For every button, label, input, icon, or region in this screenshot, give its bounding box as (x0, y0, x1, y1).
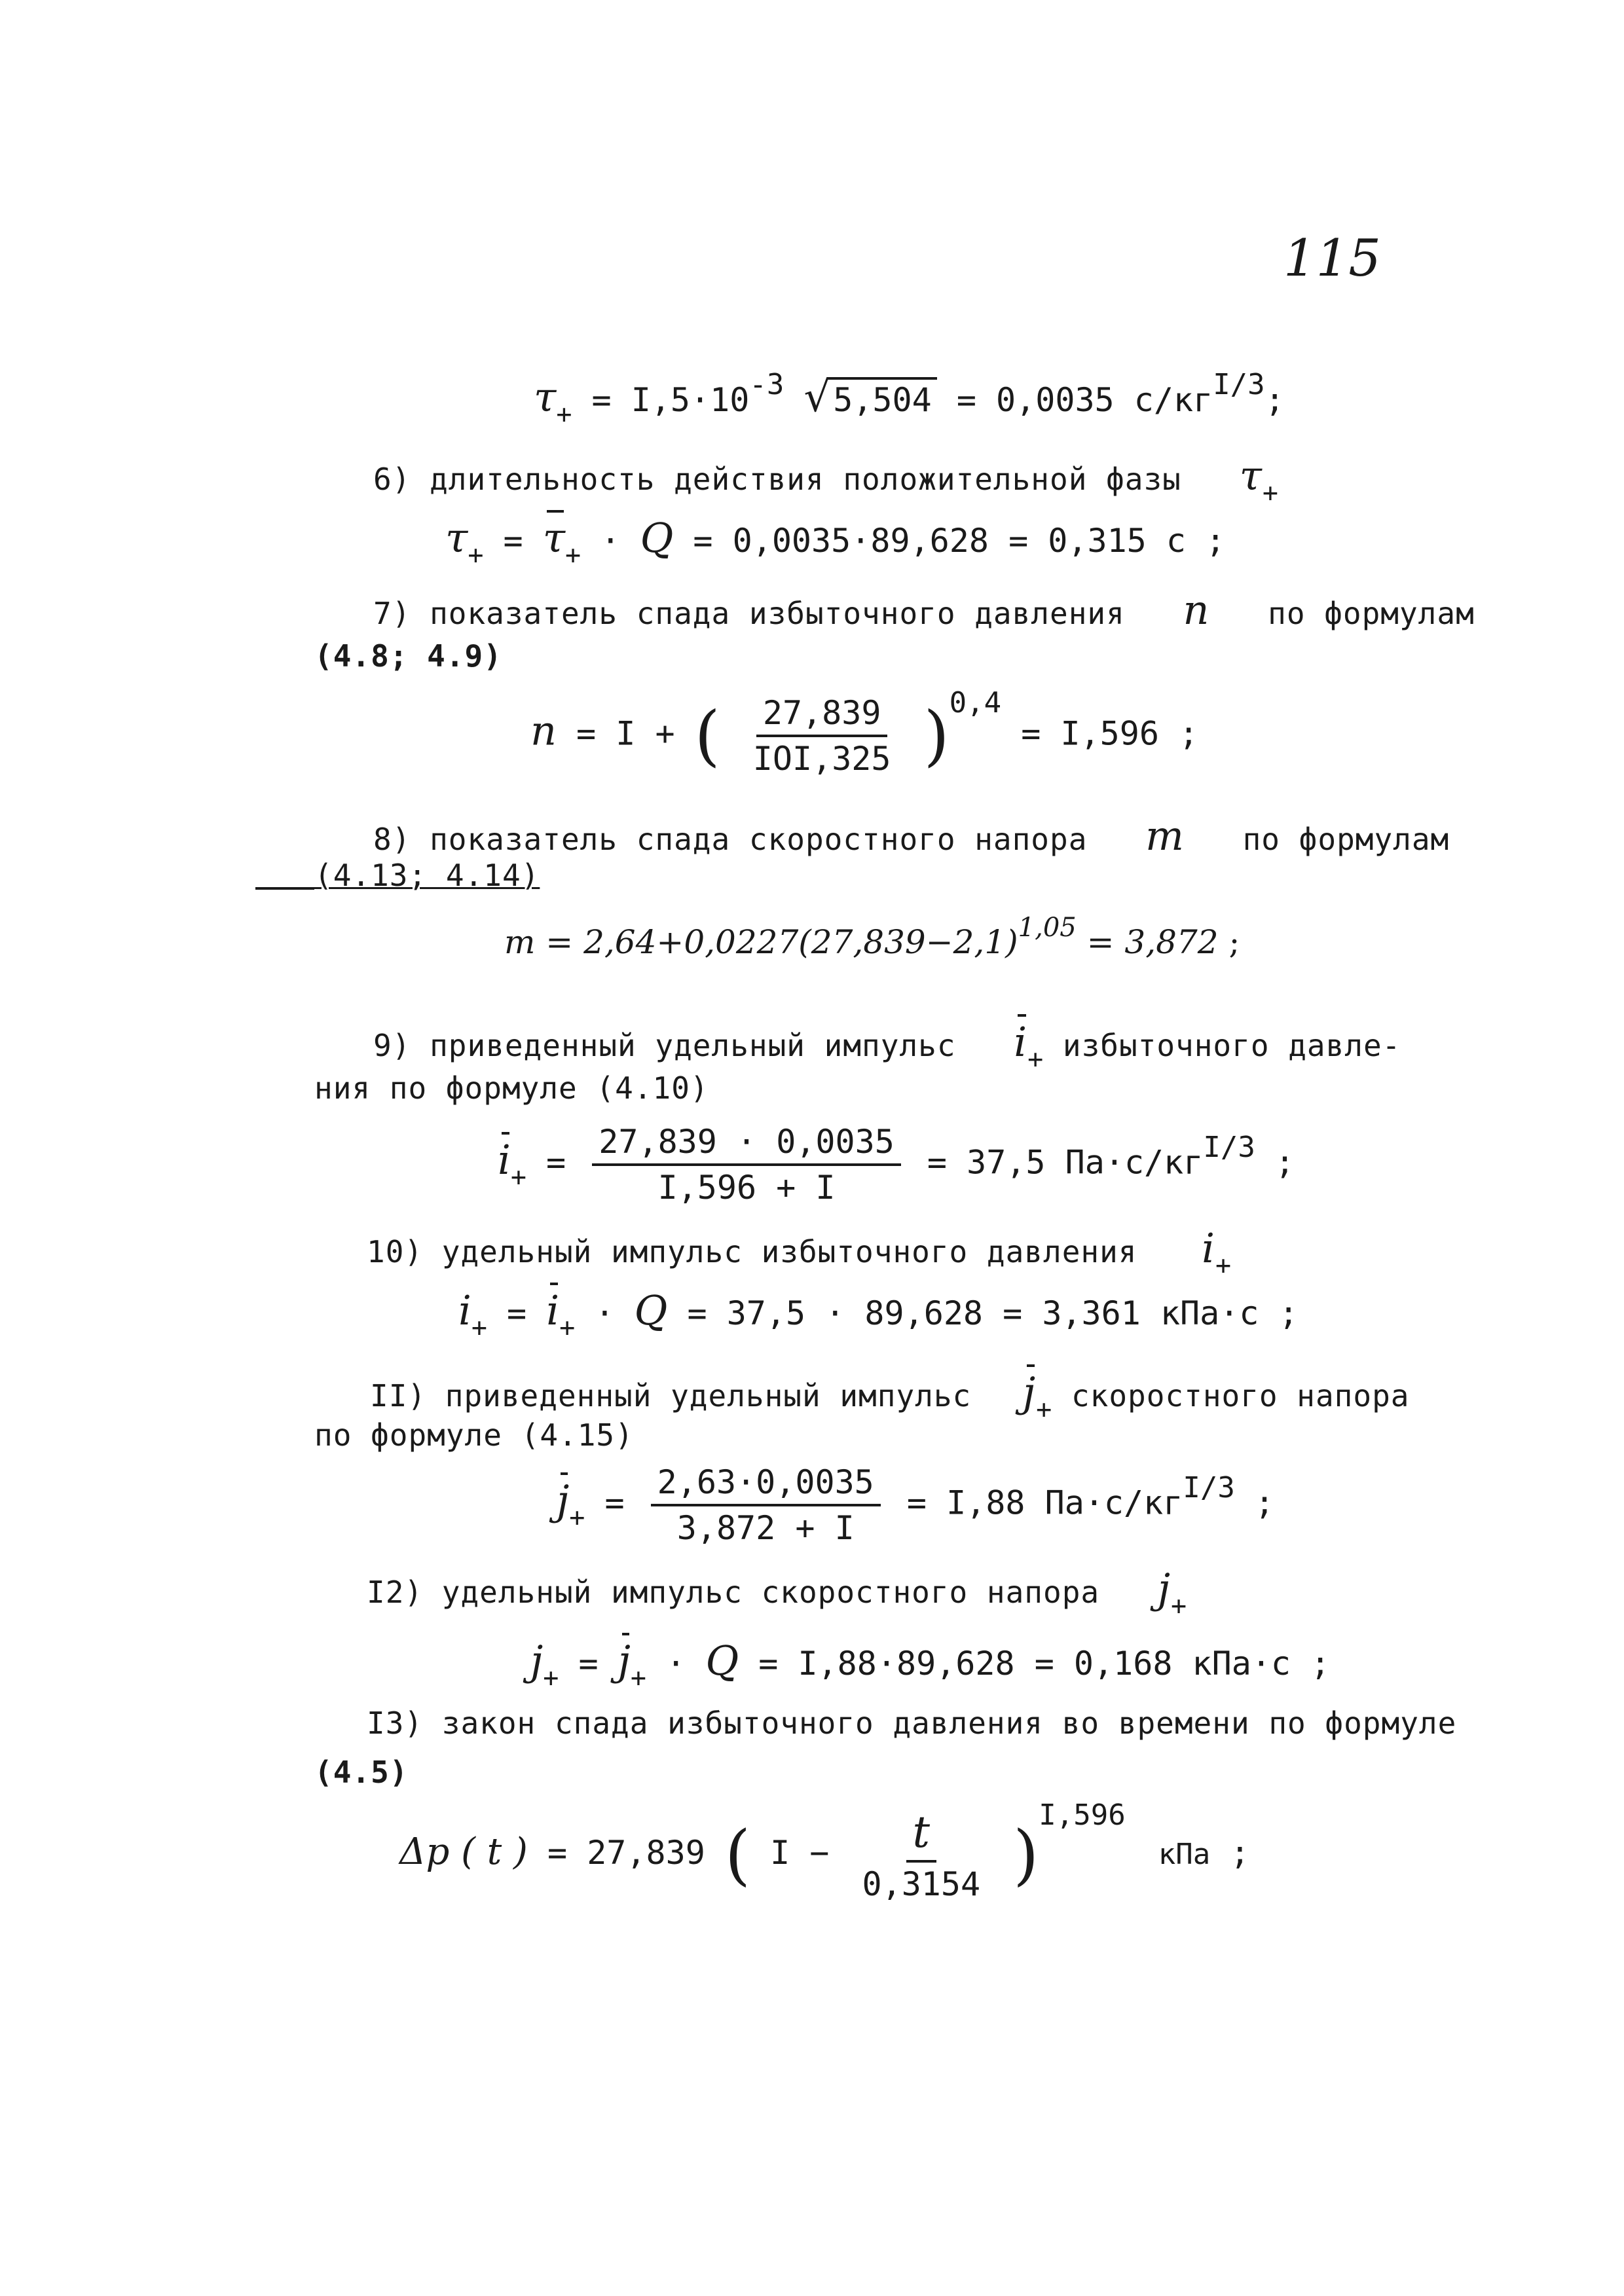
eq11-fraction (651, 1463, 881, 1547)
eq10-equals: = (507, 1294, 527, 1332)
eq9-denominator: I,596 + I (657, 1169, 836, 1207)
eq12-terminator: ; (1310, 1645, 1331, 1683)
item-9 (373, 1018, 1401, 1074)
eq10-lhs-subscript: + (471, 1313, 487, 1343)
eq13-prefix: = 27,839 (547, 1834, 705, 1872)
item-8-reference: (4.13; 4.14) (314, 858, 540, 893)
eq11-equals: = (604, 1484, 625, 1522)
eq7-denominator: IOI,325 (752, 740, 891, 778)
eq12-equals: = (578, 1645, 599, 1683)
left-paren: ( (724, 1816, 750, 1893)
item-11-text: II) приведенный удельный импульс (370, 1378, 972, 1413)
eq13-denominator: 0,3154 (862, 1865, 981, 1903)
eq9-terminator: ; (1274, 1143, 1295, 1182)
eq6-lhs: τ (445, 514, 468, 562)
item-8-text: 8) показатель спада скоростного напора (373, 822, 1088, 857)
left-paren: ( (694, 697, 720, 774)
item-8-symbol: m (1145, 812, 1185, 860)
item-11-line2: по формуле (4.15) (314, 1417, 634, 1453)
eq6-tau-bar-subscript: + (565, 540, 581, 570)
eq6-equals: = (503, 522, 523, 560)
eq13-lhs: Δp ( t ) (399, 1831, 528, 1873)
eq9-result: = 37,5 Па·с/кг (927, 1143, 1204, 1182)
eq7-lhs: n (530, 706, 557, 755)
tau-subscript: + (556, 399, 572, 429)
eq10-terminator: ; (1278, 1294, 1299, 1332)
eq8-terminator: ; (1228, 923, 1240, 961)
eq9-lhs-subscript: + (510, 1161, 526, 1192)
item-9-tail: избыточного давле- (1062, 1028, 1401, 1063)
eq12-j-bar-subscript: + (630, 1663, 646, 1693)
item-8-tail: по формулам (1242, 822, 1450, 857)
eq9-equals: = (546, 1143, 566, 1182)
eq11-lhs: j (557, 1476, 570, 1524)
item-10-symbol-subscript: + (1215, 1250, 1232, 1281)
eq7-fraction (747, 694, 898, 778)
eq6-q-symbol: Q (640, 514, 674, 562)
radicand: 5,504 (828, 377, 937, 419)
eq10-i-bar-subscript: + (559, 1313, 576, 1343)
item-10 (367, 1224, 1232, 1281)
tau-symbol: τ (534, 373, 557, 421)
eq12-dot: · (666, 1645, 686, 1683)
eq6-result: = 0,0035·89,628 = 0,315 с (693, 522, 1186, 560)
eq9-numerator: 27,839 · 0,0035 (592, 1123, 901, 1166)
equation-6 (445, 514, 1226, 570)
eq12-lhs: j (530, 1637, 544, 1685)
eq13-numerator: t (906, 1807, 937, 1863)
eq7-result: = I,596 (1021, 714, 1159, 753)
eq7-exponent: 0,4 (949, 685, 1002, 720)
eq13-fraction (855, 1807, 987, 1903)
eq11-result: = I,88 Па·с/кг (906, 1484, 1183, 1522)
eq6-lhs-subscript: + (468, 540, 484, 570)
item-9-symbol-subscript: + (1027, 1044, 1044, 1074)
eq6-terminator: ; (1206, 522, 1226, 560)
eq12-result: = I,88·89,628 = 0,168 кПа·с (758, 1645, 1291, 1683)
eq13-unit: кПа (1158, 1838, 1211, 1871)
equation-10 (458, 1286, 1299, 1343)
eq10-result: = 37,5 · 89,628 = 3,361 кПа·с (687, 1294, 1259, 1332)
item-12-symbol-subscript: + (1171, 1591, 1188, 1621)
eq11-lhs-subscript: + (569, 1502, 585, 1533)
item-11-symbol: j (1022, 1368, 1037, 1416)
eq6-tau-bar: τ (542, 514, 566, 562)
coefficient: = I,5·10 (591, 381, 750, 419)
eq9-fraction (592, 1123, 901, 1207)
equation-8 (504, 913, 1240, 961)
eq7-numerator: 27,839 (756, 694, 888, 737)
item-13: I3) закон спада избыточного давления во времени по формуле (367, 1705, 1457, 1741)
item-6 (373, 452, 1279, 508)
right-paren: ) (923, 697, 950, 774)
radical-sign: √ (803, 373, 831, 422)
eq9-lhs: i (498, 1135, 511, 1184)
eq9-result-exponent: I/3 (1203, 1130, 1255, 1164)
item-8 (373, 812, 1449, 860)
eq12-q-symbol: Q (705, 1637, 739, 1685)
eq13-one-minus: I − (770, 1834, 830, 1872)
item-7-tail: по формулам (1268, 596, 1475, 631)
eq10-q-symbol: Q (634, 1286, 668, 1334)
equation-7 (530, 685, 1199, 778)
eq10-lhs: i (458, 1286, 471, 1334)
item-11 (370, 1368, 1410, 1425)
eq8-expression: m = 2,64+0,0227(27,839−2,1) (504, 923, 1018, 961)
result-value: = 0,0035 с/кг (956, 381, 1213, 419)
item-13-reference: (4.5) (314, 1755, 409, 1790)
equation-tau-bar (534, 368, 1285, 429)
eq12-j-bar: j (618, 1637, 631, 1685)
item-9-text: 9) приведенный удельный импульс (373, 1028, 956, 1063)
item-7 (373, 586, 1475, 634)
right-paren: ) (1013, 1816, 1039, 1893)
equation-12 (530, 1637, 1331, 1693)
item-12 (367, 1565, 1188, 1621)
item-9-symbol: i (1014, 1018, 1028, 1066)
eq6-dot: · (600, 522, 621, 560)
eq11-terminator: ; (1254, 1484, 1275, 1522)
equation-13 (399, 1798, 1250, 1903)
item-9-line2: ния по формуле (4.10) (314, 1070, 709, 1106)
eq13-exponent: I,596 (1039, 1798, 1126, 1832)
page-number: 115 (1283, 229, 1381, 288)
eq8-result: = 3,872 (1086, 923, 1219, 961)
eq13-terminator: ; (1230, 1834, 1250, 1872)
equation-9 (498, 1123, 1295, 1207)
equation-11 (557, 1463, 1274, 1547)
eq7-terminator: ; (1179, 714, 1199, 753)
item-10-text: 10) удельный импульс избыточного давления (367, 1234, 1137, 1269)
item-7-text: 7) показатель спада избыточного давления (373, 596, 1125, 631)
item-6-symbol-subscript: + (1262, 478, 1279, 508)
eq10-i-bar: i (546, 1286, 560, 1334)
eq8-exponent: 1,05 (1018, 913, 1077, 943)
eq11-denominator: 3,872 + I (676, 1509, 855, 1547)
eq11-numerator: 2,63·0,0035 (651, 1463, 881, 1506)
item-11-symbol-subscript: + (1036, 1394, 1053, 1425)
item-6-symbol: τ (1239, 452, 1263, 500)
item-11-tail: скоростного напора (1071, 1378, 1410, 1413)
item-6-text: 6) длительность действия положительной фазы (373, 462, 1181, 497)
margin-underline (255, 887, 314, 890)
item-12-text: I2) удельный импульс скоростного напора (367, 1575, 1100, 1610)
eq7-prefix: = I + (576, 714, 675, 753)
eq10-dot: · (595, 1294, 615, 1332)
item-12-symbol: j (1157, 1565, 1172, 1613)
item-7-reference: (4.8; 4.9) (314, 638, 502, 674)
item-10-symbol: i (1202, 1224, 1216, 1272)
terminator: ; (1264, 381, 1285, 419)
eq12-lhs-subscript: + (543, 1663, 559, 1693)
eq11-result-exponent: I/3 (1183, 1470, 1235, 1504)
coefficient-exponent: -3 (749, 368, 784, 401)
result-exponent: I/3 (1213, 368, 1265, 401)
item-7-symbol: n (1183, 586, 1210, 634)
